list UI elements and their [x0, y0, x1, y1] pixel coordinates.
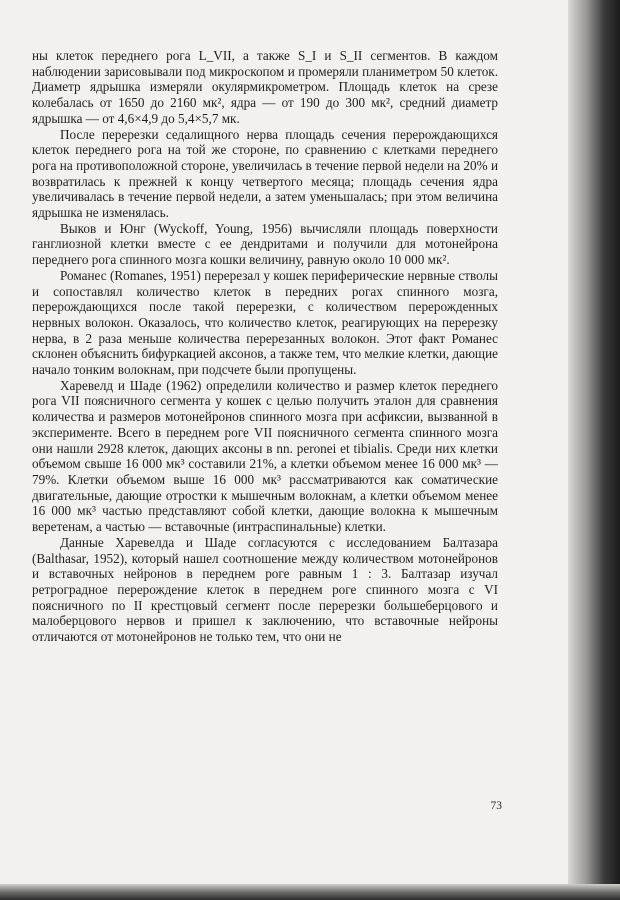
body-text — [32, 48, 498, 645]
page-number: 73 — [490, 800, 502, 812]
paragraph-3: Выков и Юнг (Wyckoff, Young, 1956) вычисляли площадь поверхности ганглиозной клетки вместе с ее дендритами и получили для мотонейрона переднего рога спинного мозга кошки величину, равную около 10 000 мк². — [32, 220, 498, 268]
paragraph-2: После перерезки седалищного нерва площадь сечения перерождающихся клеток переднего рога на той же стороне, по сравнению с клетками переднего рога на противоположной стороне, увеличилась в течение первой недели на 20% и возвратилась к прежней к концу четвертого месяца; площадь сечения ядра увеличивалась в течение первой недели, а затем уменьшалась; при этом величина ядрышка не изменялась. — [32, 126, 498, 221]
paragraph-5: Харевелд и Шаде (1962) определили количество и размер клеток переднего рога VII поясничного сегмента у кошек с целью получить эталон для сравнения количества и размеров мотонейронов спинного мозга при асфиксии, вызванной в эксперименте. Всего в переднем роге VII поясничного сегмента спинного мозга они нашли 2928 клеток, дающих аксоны в nn. peronei et tibialis. Среди них клетки объемом свыше 16 000 мк³ составили 21%, а клетки объемом менее 16 000 мк³ — 79%. Клетки объемом выше 16 000 мк³ рассматриваются как соматические двигательные, дающие отростки к мышечным волокнам, а клетки объемом менее 16 000 мк³ частью представляют собой клетки, дающие волокна к мышечным веретенам, а частью — вставочные (интраспинальные) клетки. — [32, 377, 498, 535]
paragraph-6: Данные Харевелда и Шаде согласуются с исследованием Балтазара (Balthasar, 1952), который нашел соотношение между количеством мотонейронов и вставочных нейронов в переднем роге равным 1 : 3. Балтазар изучал ретроградное перерождение клеток в переднем роге спинного мозга с VI поясничного по II крестцовый сегмент после перерезки большеберцового и малоберцового нервов и пришел к заключению, что вставочные нейроны отличаются от мотонейронов не только тем, что они не — [32, 534, 498, 645]
paragraph-4: Романес (Romanes, 1951) перерезал у кошек периферические нервные стволы и сопоставлял количество клеток в передних рогах спинного мозга, перерождающихся после такой перерезки, с количеством перерожденных нервных волокон. Оказалось, что количество клеток, реагирующих на перерезку нерва, в 2 раза меньше количества перерезанных волокон. Этот факт Романес склонен объяснить бифуркацией аксонов, а также тем, что мелкие клетки, дающие начало тонким волокнам, при подсчете были пропущены. — [32, 267, 498, 378]
paragraph-1: ны клеток переднего рога L_VII, а также S_I и S_II сегментов. В каждом наблюдении зарисовывали под микроскопом и промеряли планиметром 50 клеток. Диаметр ядрышка измеряли окулярмикрометром. Площадь клеток на срезе колебалась от 1650 до 2160 мк², ядра — от 190 до 300 мк², средний диаметр ядрышка — от 4,6×4,9 до 5,4×5,7 мк. — [32, 48, 498, 126]
book-spine-shadow — [568, 0, 620, 900]
page-bottom-edge — [0, 884, 620, 900]
